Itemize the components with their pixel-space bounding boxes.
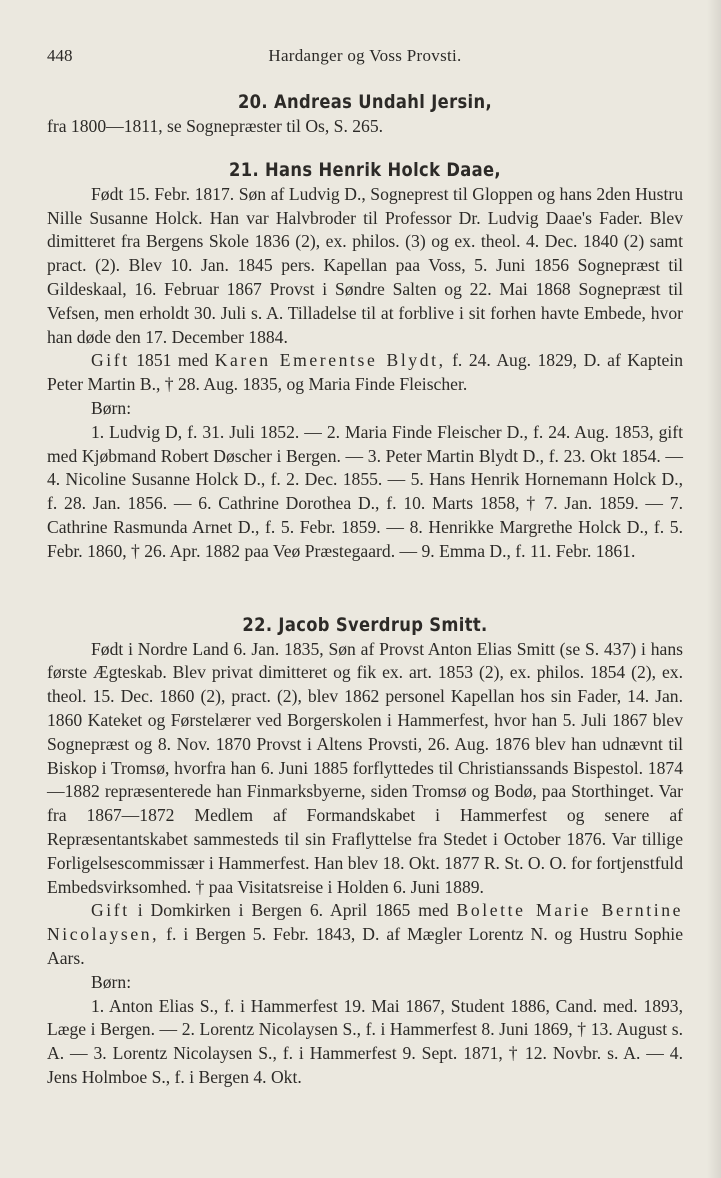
marriage-paragraph	[47, 349, 683, 397]
entry-22	[47, 612, 683, 1090]
children-label: Børn:	[91, 971, 132, 992]
entry-title: 22. Jacob Sverdrup Smitt.	[242, 613, 488, 636]
marriage-text: f. i Bergen 5. Febr. 1843, D. af Mægler Lorentz N. og Hustru Sophie Aars.	[47, 924, 683, 968]
entry-paragraph: Født 15. Febr. 1817. Søn af Ludvig D., Sogneprest til Gloppen og hans 2den Hustru Nille Susanne Holck. Han var Halvbroder til Professor Dr. Ludvig Daae's Fader. Blev dimitteret fra Bergens Skole 1836 (2), ex. philos. (3) og ex. theol. 4. Dec. 1840 (2) samt pract. (2). Blev 10. Jan. 1845 pers. Kapellan paa Voss, 5. Juni 1856 Sognepræst til Gildeskaal, 16. Februar 1867 Provst i Søndre Salten og 22. Mai 1868 Sognepræst til Vefsen, men erholdt 30. Juli s. A. Tilladelse til at forblive i sit forhen havte Embede, hvor han døde den 17. December 1884.	[47, 183, 683, 347]
spouse-name: Bolette Marie Berntine Nicolaysen,	[47, 900, 683, 945]
entry-title: 20. Andreas Undahl Jersin,	[237, 91, 493, 113]
marriage-paragraph	[47, 899, 683, 970]
children-list: 1. Ludvig D, f. 31. Juli 1852. — 2. Maria Finde Fleischer D., f. 24. Aug. 1853, gift med Kjøbmand Robert Døscher i Bergen. — 3. Peter Martin Blydt D., f. 23. Okt 1854. — 4. Nicoline Susanne Holck D., f. 2. Dec. 1855. — 5. Hans Henrik Hornemann Holck D., f. 28. Jan. 1856. — 6. Cathrine Dorothea D., f. 10. Marts 1858, † 7. Jan. 1859. — 7. Cathrine Rasmunda Arnet D., f. 5. Febr. 1859. — 8. Henrikke Margrethe Holck D., f. 5. Febr. 1860, † 26. Apr. 1882 paa Veø Præstegaard. — 9. Emma D., f. 11. Febr. 1861.	[47, 421, 683, 561]
page-number: 448	[47, 46, 73, 65]
page-header	[47, 46, 683, 72]
marriage-text: 1851 med	[129, 350, 215, 371]
page-content	[47, 89, 683, 1090]
spouse-name: Karen Emerentse Blydt,	[214, 350, 446, 371]
entry-paragraph: Født i Nordre Land 6. Jan. 1835, Søn af Provst Anton Elias Smitt (se S. 437) i hans første Ægteskab. Blev privat dimitteret og fik ex. art. 1853 (2), ex. philos. 1854 (2), ex. theol. 15. Dec. 1860 (2), pract. (2), blev 1862 personel Kapellan hos sin Fader, 14. Jan. 1860 Kateket og Førstelærer ved Borgerskolen i Hammerfest, hvor han 5. Juli 1867 blev Sognepræst og 8. Nov. 1870 Provst i Altens Provsti, 26. Aug. 1876 blev han udnævnt til Biskop i Tromsø, hvorfra han 6. Juni 1885 forflyttedes til Christianssands Bispestol. 1874—1882 repræsenterede han Finmarksbyerne, siden Tromsø og Bodø, paa Storthinget. Var fra 1867—1872 Medlem af Formandskabet i Hammerfest og senere af Repræsentantskabet sammesteds til sin Fraflyttelse fra Stedet i October 1876. Var tillige Forligelsescommissær i Hammerfest. Han blev 18. Okt. 1877 R. St. O. O. for fortjenstfuld Embedsvirksomhed. † paa Visitatsreise i Holden 6. Juni 1889.	[47, 638, 683, 897]
marriage-text: i Domkirken i Bergen 6. April 1865 med	[129, 900, 457, 921]
children-list: 1. Anton Elias S., f. i Hammerfest 19. Mai 1867, Student 1886, Cand. med. 1893, Læge i Bergen. — 2. Lorentz Nicolaysen S., f. i Hammerfest 8. Juni 1869, † 13. August s. A. — 3. Lorentz Nicolaysen S., f. i Hammerfest 9. Sept. 1871, † 12. Novbr. s. A. — 4. Jens Holmboe S., f. i Bergen 4. Okt.	[47, 995, 683, 1087]
marriage-label: Gift	[91, 900, 130, 921]
children-label: Børn:	[91, 397, 132, 418]
page-edge-shadow	[707, 0, 721, 1178]
running-title: Hardanger og Voss Provsti.	[268, 46, 462, 65]
entry-paragraph: fra 1800—1811, se Sognepræster til Os, S. 265.	[47, 116, 384, 136]
entry-20	[47, 89, 683, 139]
marriage-label: Gift	[91, 350, 130, 371]
marriage-text: f. 24. Aug. 1829, D. af Kaptein Peter Martin B., † 28. Aug. 1835, og Maria Finde Fleischer.	[47, 350, 683, 395]
entry-title: 21. Hans Henrik Holck Daae,	[229, 158, 501, 181]
entry-21	[47, 157, 683, 564]
